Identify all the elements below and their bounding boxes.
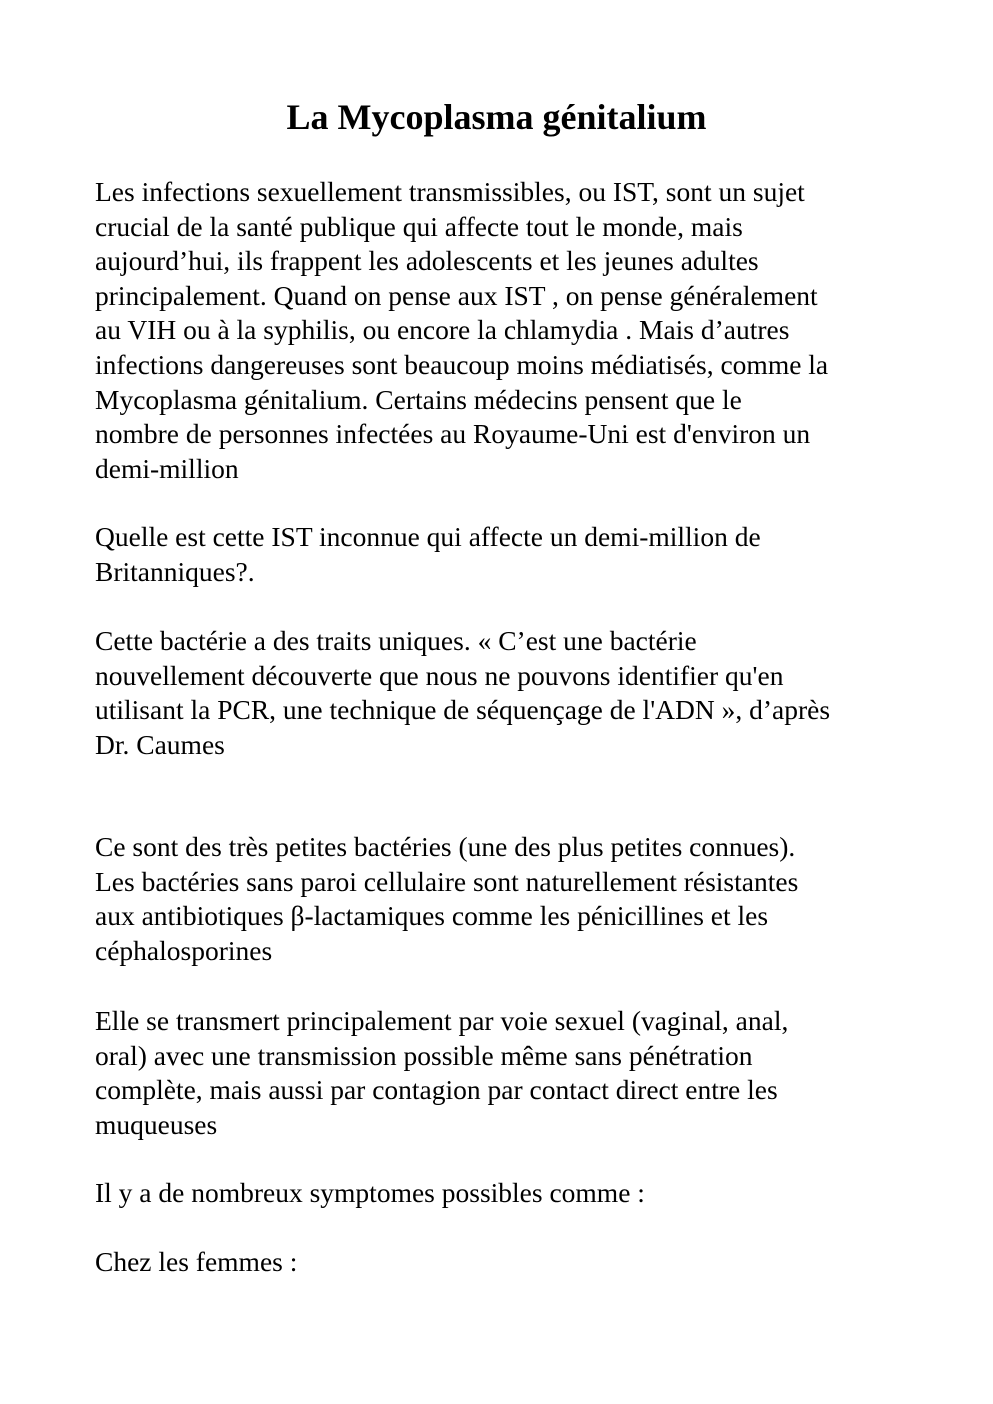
paragraph-bacteria-traits: Cette bactérie a des traits uniques. « C’est une bactérie nouvellement découverte que nous ne pouvons identifier qu'en utilisant la PCR, une technique de séquençage de l'ADN », d’après Dr. Caumes — [95, 625, 831, 760]
paragraph-symptoms-intro: Il y a de nombreux symptomes possibles comme : — [95, 1177, 645, 1208]
paragraph-intro: Les infections sexuellement transmissibles, ou IST, sont un sujet crucial de la santé publique qui affecte tout le monde, mais aujourd’hui, ils frappent les adolescents et les jeunes adultes principalement. Quand on pense aux IST , on pense généralement au VIH ou à la syphilis, ou encore la chlamydia . Mais d’autres infections dangereuses sont beaucoup moins médiatisés, comme la Mycoplasma génitalium. Certains médecins pensent que le nombre de personnes infectées au Royaume-Uni est d'environ un demi-million — [95, 176, 829, 484]
paragraph-women-heading: Chez les femmes : — [95, 1246, 298, 1277]
paragraph-question: Quelle est cette IST inconnue qui affecte un demi-million de Britanniques?. — [95, 521, 761, 587]
paragraph-small-bacteria: Ce sont des très petites bactéries (une des plus petites connues). Les bactéries sans paroi cellulaire sont naturellement résistantes aux antibiotiques β-lactamiques comme les pénicillines et les céphalosporines — [95, 831, 799, 966]
paragraph-transmission: Elle se transmert principalement par voie sexuel (vaginal, anal, oral) avec une transmission possible même sans pénétration complète, mais aussi par contagion par contact direct entre les muqueuses — [95, 1005, 789, 1140]
document-title: La Mycoplasma génitalium — [286, 97, 707, 137]
